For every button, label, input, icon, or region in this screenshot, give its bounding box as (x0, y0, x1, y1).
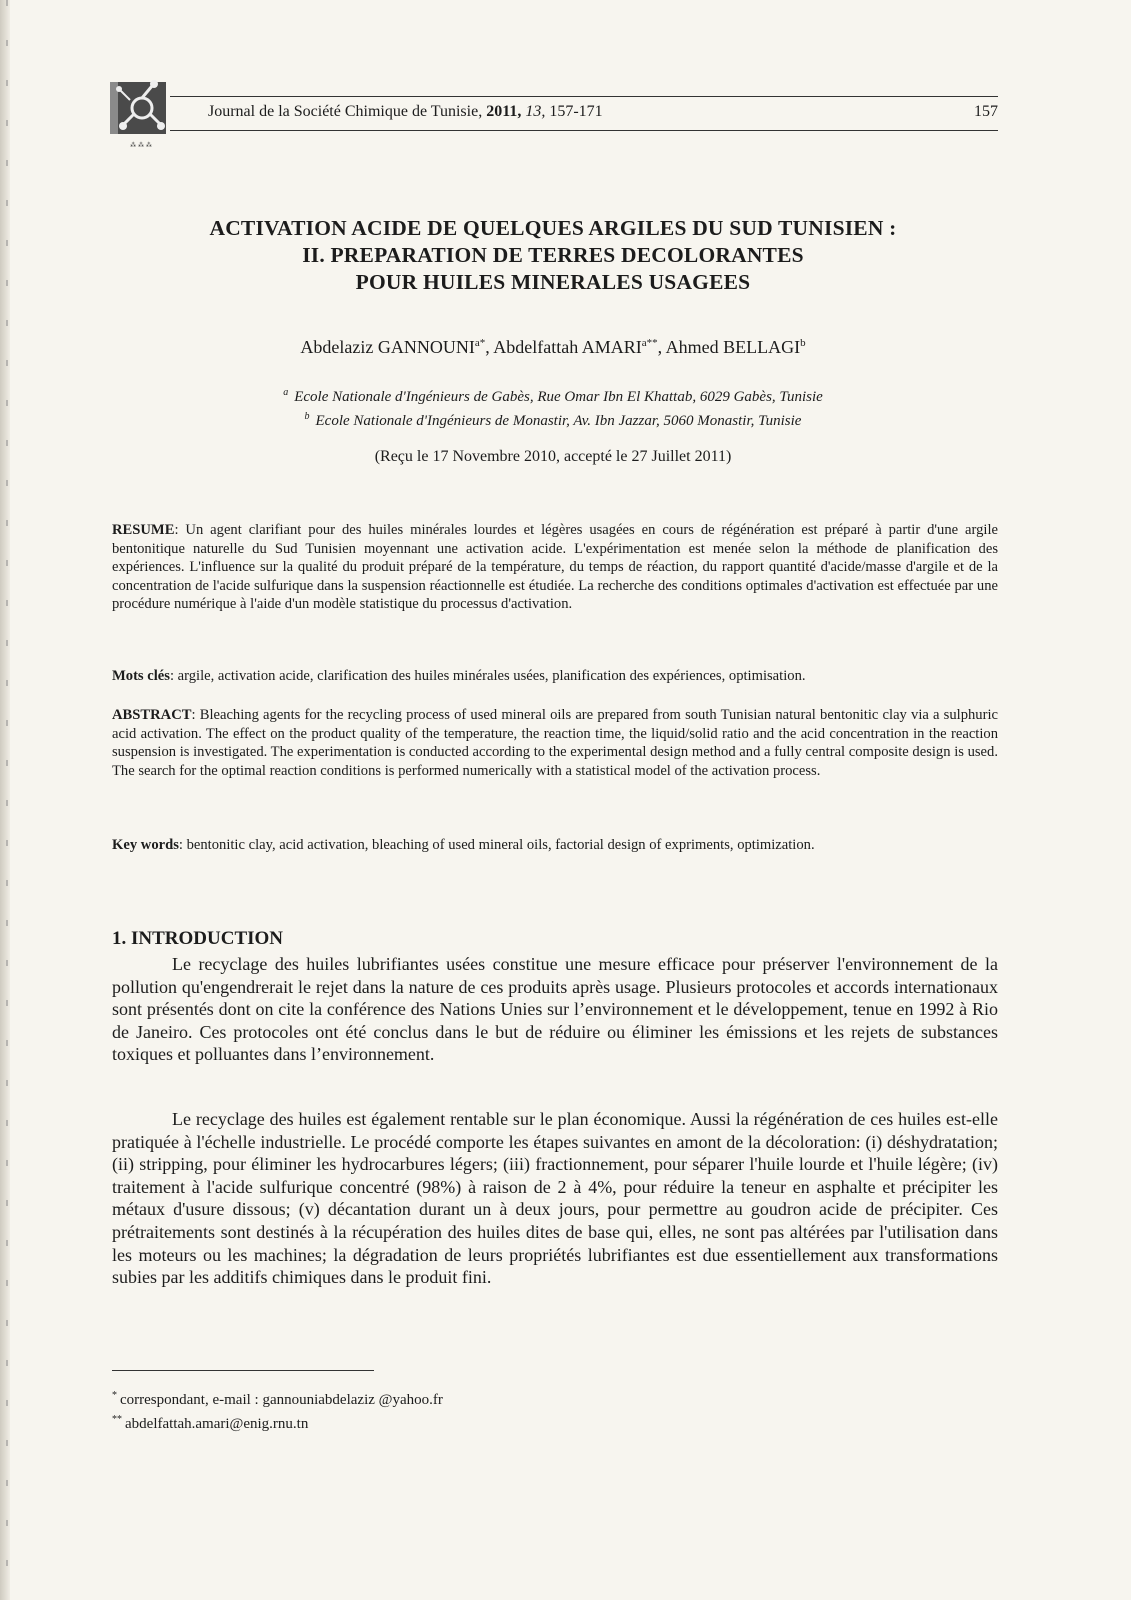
abstract-paragraph: ABSTRACT: Bleaching agents for the recycling process of used mineral oils are prepared from south Tunisian natural bentonitic clay via a sulphuric acid activation. The effect on the product quality of the temperature, the reaction time, the liquid/solid ratio and the acid concentration in the reaction suspension is investigated. The experimentation is conducted according to the experimental design method and a fully central composite design is used. The search for the optimal reaction conditions is performed numerically with a statistical model of the activation process. (112, 707, 998, 779)
affiliation-a: $^a$ Ecole Nationale d'Ingénieurs de Gabès, Rue Omar Ibn El Khattab, 6029 Gabès, Tunisie (283, 387, 823, 405)
affiliation-b: $^b$ Ecole Nationale d'Ingénieurs de Monastir, Av. Ibn Jazzar, 5060 Monastir, Tunisie (304, 411, 802, 429)
section-heading: 1. INTRODUCTION (112, 928, 284, 949)
received-dates: (Reçu le 17 Novembre 2010, accepté le 27 Juillet 2011) (374, 448, 732, 465)
author-list: Abdelaziz $GANNOUNI^{a*}$, Abdelfattah $AMARI^{a**}$, Ahmed BELLAGI$^b$ (300, 337, 806, 357)
intro-paragraph-1: Le recyclage des huiles lubrifiantes usées constitue une mesure efficace pour préserver l'environnement de la pollution qu'engendrerait le rejet dans la nature de ces produits après usage. Plusieurs protocoles et accords internationaux sont présentés dont on cite la conférence des Nations Unies sur l’environnement et le développement, tenue en 1992 à Rio de Janeiro. Ces protocoles ont été conclus dans le but de réduire ou éliminer les émissions et les rejets de substances toxiques et polluantes dans l’environnement. (112, 954, 998, 1065)
paper-title (108, 215, 998, 296)
footnote-2: ** abdelfattah.amari@enig.rnu.tn (112, 1414, 309, 1432)
footnote-rule (112, 1370, 374, 1371)
journal-header (108, 78, 998, 158)
scan-artifact (6, 0, 8, 1600)
footnotes (112, 1386, 443, 1434)
intro-paragraph-2: Le recyclage des huiles est également rentable sur le plan économique. Aussi la régénération de ces huiles est-elle pratiquée à l'échelle industrielle. Le procédé comporte les étapes suivantes en amont de la décoloration: (i) déshydratation; (ii) stripping, pour éliminer les hydrocarbures légers; (iii) fractionnement, pour séparer l'huile lourde et l'huile légère; (iv) traitement à l'acide sulfurique concentré (98%) à raison de 2 à 4%, pour réduire la teneur en asphalte et précipiter les métaux d'usure dissous; (v) décantation durant un à deux jours, pour permettre au goudron acide de précipiter. Ces prétraitements sont destinés à la récupération des huiles dites de base qui, elles, ne sont pas altérées par l'utilisation dans les moteurs ou les machines; la dégradation de leurs propriétés lubrifiantes est due essentiellement aux transformations subies par les additifs chimiques dans le produit fini. (112, 1109, 998, 1288)
mots-cles-paragraph: Mots clés: argile, activation acide, clarification des huiles minérales usées, planification des expériences, optimisation. (112, 668, 806, 684)
journal-logo-icon (108, 78, 170, 148)
key-words-paragraph: Key words: bentonitic clay, acid activation, bleaching of used mineral oils, factorial design of expriments, optimization. (112, 837, 815, 853)
header-rule-top (170, 96, 998, 97)
title-line: II. PREPARATION DE TERRES DECOLORANTES (302, 243, 804, 267)
affiliations (108, 383, 998, 431)
scan-edge (0, 0, 10, 1600)
resume-paragraph: RESUME: Un agent clarifiant pour des huiles minérales lourdes et légères usagées en cours de régénération est préparé à partir d'une argile bentonitique naturelle du Sud Tunisien moyennant une activation acide. L'expérimentation est menée selon la méthode de planification des expériences. L'influence sur la qualité du produit préparé de la température, du temps de réaction, du rapport quantité d'acide/masse d'argile et de la concentration de l'acide sulfurique dans la suspension réactionnelle est étudiée. La recherche des conditions optimales d'activation est effectuée par une procédure numérique à l'aide d'un modèle statistique du processus d'activation. (112, 522, 998, 612)
journal-citation: Journal de la Société Chimique de Tunisie, 2011, 13, 157-171 (208, 103, 603, 120)
footnote-1: * correspondant, e-mail : gannouniabdelaziz @yahoo.fr (112, 1390, 443, 1408)
page-number: 157 (974, 103, 998, 120)
title-line: POUR HUILES MINERALES USAGEES (355, 270, 751, 294)
title-line: ACTIVATION ACIDE DE QUELQUES ARGILES DU SUD TUNISIEN : (209, 216, 897, 240)
header-rule-bottom (170, 130, 998, 131)
logo-caption: ⁂ ⁂ ⁂ (130, 142, 152, 149)
